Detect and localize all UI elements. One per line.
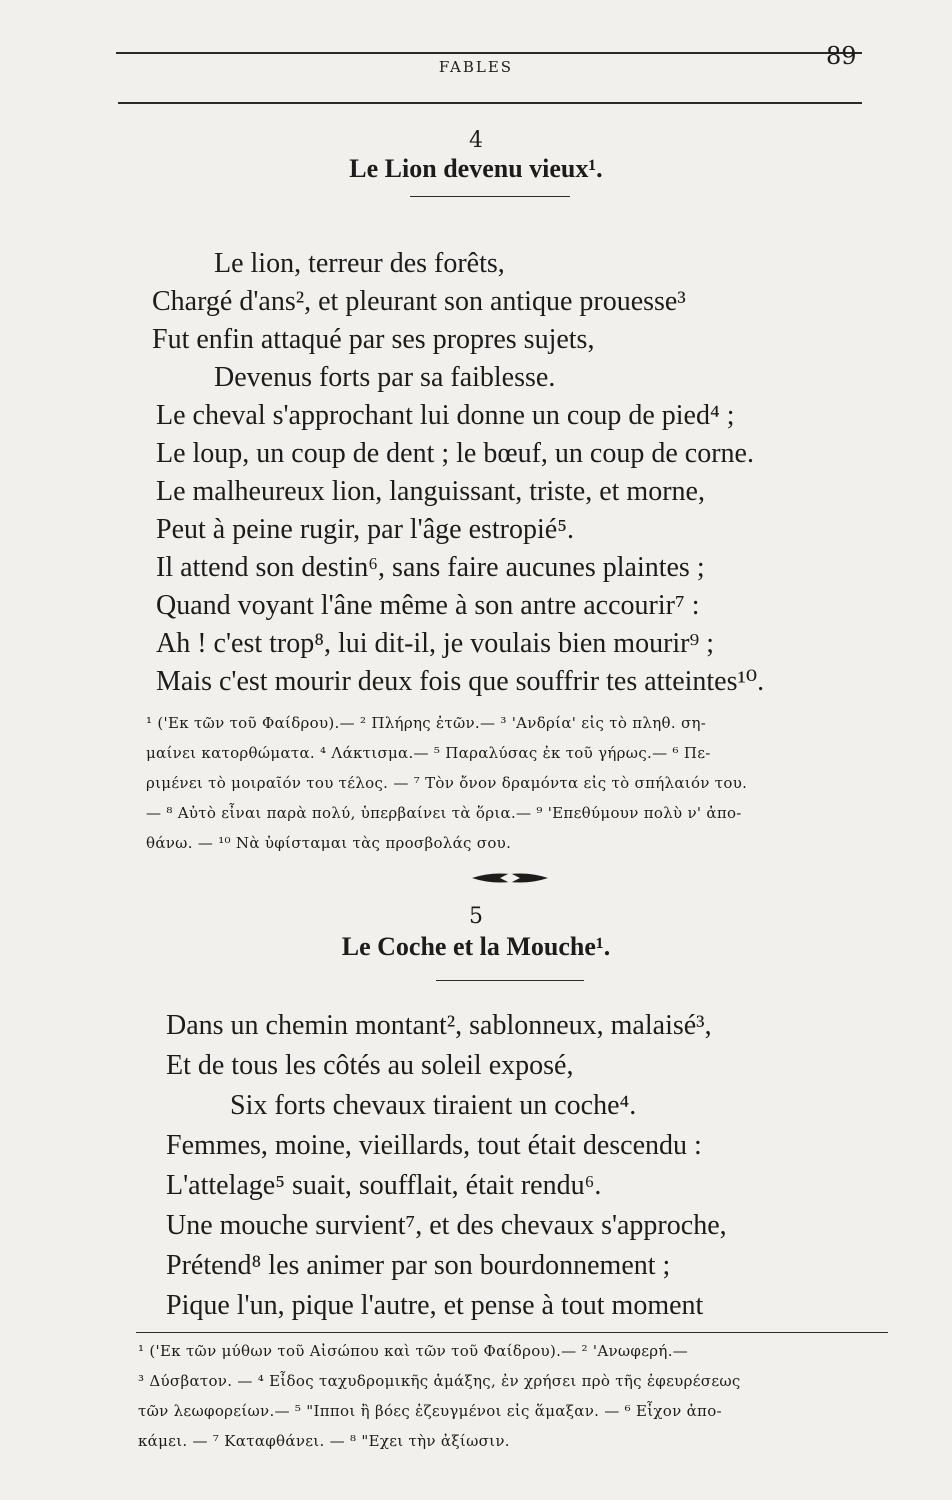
footnote-line: ¹ ('Εκ τῶν μύθων τοῦ Αἰσώπου καὶ τῶν τοῦ Φαίδρου).— ² 'Ανωφερή.— — [138, 1342, 689, 1360]
header-bottom-rule — [118, 102, 862, 104]
verse-line: Chargé d'ans², et pleurant son antique prouesse³ — [152, 286, 686, 317]
verse-line: Devenus forts par sa faiblesse. — [214, 362, 556, 393]
verse-line: Le loup, un coup de dent ; le bœuf, un coup de corne. — [156, 438, 754, 469]
footnote-line: τῶν λεωφορείων.— ⁵ "Ιπποι ἢ βόες ἐζευγμένοι εἰς ἅμαξαν. — ⁶ Εἶχον ἀπο- — [138, 1402, 722, 1420]
verse-line: Une mouche survient⁷, et des chevaux s'approche, — [166, 1210, 727, 1241]
verse-line: Le malheureux lion, languissant, triste, et morne, — [156, 476, 705, 507]
footnote-line: — ⁸ Αὐτὸ εἶναι παρὰ πολύ, ὑπερβαίνει τὰ ὅρια.— ⁹ 'Επεθύμουν πολὺ ν' ἀπο- — [146, 804, 742, 822]
verse-line: Ah ! c'est trop⁸, lui dit-il, je voulais bien mourir⁹ ; — [156, 628, 715, 659]
footnote-line: ³ Δύσβατον. — ⁴ Εἶδος ταχυδρομικῆς ἁμάξης, ἐν χρήσει πρὸ τῆς ἐφευρέσεως — [138, 1372, 741, 1390]
header-top-rule — [116, 52, 862, 54]
verse-line: L'attelage⁵ suait, soufflait, était rendu⁶. — [166, 1170, 602, 1201]
verse-line: Et de tous les côtés au soleil exposé, — [166, 1050, 574, 1081]
verse-line: Il attend son destin⁶, sans faire aucunes plaintes ; — [156, 552, 705, 583]
verse-line: Mais c'est mourir deux fois que souffrir tes atteintes¹⁰. — [156, 666, 765, 697]
fable-4-title-rule — [410, 196, 570, 197]
footnote-line: ¹ ('Εκ τῶν τοῦ Φαίδρου).— ² Πλήρης ἐτῶν.— ³ 'Ανδρία' εἰς τὸ πληθ. ση- — [146, 714, 707, 732]
verse-line: Pique l'un, pique l'autre, et pense à tout moment — [166, 1290, 704, 1321]
fable-4-number: 4 — [469, 128, 483, 153]
running-title: FABLES — [438, 58, 514, 76]
footnote-line: θάνω. — ¹⁰ Νὰ ὑφίσταμαι τὰς προσβολάς σου. — [146, 834, 512, 852]
verse-line: Six forts chevaux tiraient un coche⁴. — [230, 1090, 637, 1121]
verse-line: Dans un chemin montant², sablonneux, malaisé³, — [166, 1010, 712, 1041]
fable-5-title-rule — [436, 980, 584, 981]
verse-line: Quand voyant l'âne même à son antre accourir⁷ : — [156, 590, 700, 621]
verse-line: Prétend⁸ les animer par son bourdonnement ; — [166, 1250, 671, 1281]
fable-5-number: 5 — [469, 904, 483, 929]
ornament-divider-icon — [470, 870, 550, 886]
footnote-line: μαίνει κατορθώματα. ⁴ Λάκτισμα.— ⁵ Παραλύσας ἐκ τοῦ γήρως.— ⁶ Πε- — [146, 744, 711, 762]
footnote-line: ριμένει τὸ μοιραῖόν του τέλος. — ⁷ Τὸν ὄνον δραμόντα εἰς τὸ σπήλαιόν του. — [146, 774, 748, 792]
verse-line: Fut enfin attaqué par ses propres sujets, — [152, 324, 595, 355]
footnote-line: κάμει. — ⁷ Καταφθάνει. — ⁸ "Εχει τὴν ἀξίωσιν. — [138, 1432, 510, 1450]
page-number: 89 — [826, 42, 857, 70]
fable-4-title: Le Lion devenu vieux¹. — [349, 154, 603, 183]
footnote-separator-rule — [136, 1332, 888, 1333]
verse-line: Le lion, terreur des forêts, — [214, 248, 505, 279]
verse-line: Peut à peine rugir, par l'âge estropié⁵. — [156, 514, 574, 545]
fable-5-title: Le Coche et la Mouche¹. — [341, 932, 611, 961]
verse-line: Le cheval s'approchant lui donne un coup de pied⁴ ; — [156, 400, 735, 431]
verse-line: Femmes, moine, vieillards, tout était descendu : — [166, 1130, 702, 1161]
